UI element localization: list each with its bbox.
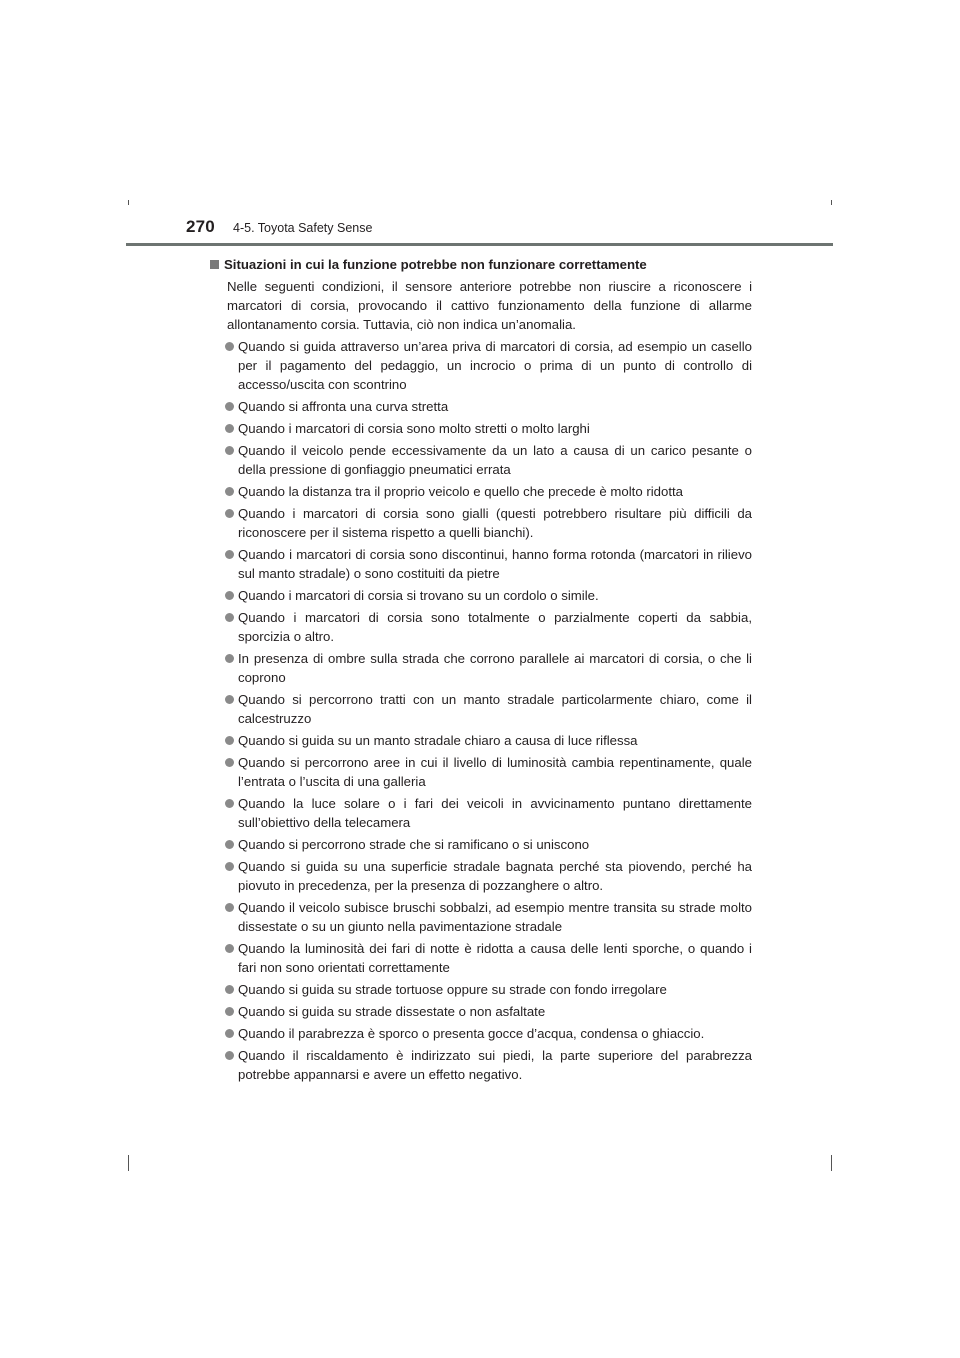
list-item-text: Quando si affronta una curva stretta [238,399,449,414]
section-intro: Nelle seguenti condizioni, il sensore anteriore potrebbe non riuscire a riconoscere i marcatori di corsia, provocando il cattivo funzionamento della funzione di allarme allontanamento corsia. Tuttavia, ciò non indica un’anomalia. [227,279,752,332]
list-item-text: Quando si guida su una superficie stradale bagnata perché sta piovendo, perché ha piovuto in precedenza, per la presenza di pozzanghere o altro. [238,859,752,893]
list-item-text: Quando si percorrono strade che si ramificano o si uniscono [238,837,590,852]
section-heading-text: Situazioni in cui la funzione potrebbe non funzionare correttamente [224,257,647,272]
list-item [210,690,752,728]
list-item [210,504,752,542]
circle-bullet-icon [225,654,234,663]
list-item-text: Quando si guida su un manto stradale chiaro a causa di luce riflessa [238,733,638,748]
list-item-text: Quando i marcatori di corsia sono gialli (questi potrebbero risultare più difficili da riconoscere per il sistema rispetto a quelli bianchi). [238,506,752,540]
crop-mark-bottom-left [128,1155,129,1171]
list-item-text: Quando i marcatori di corsia sono discontinui, hanno forma rotonda (marcatori in rilievo sul manto stradale) o sono costituiti da pietre [238,547,752,581]
circle-bullet-icon [225,695,234,704]
square-bullet-icon [210,260,219,269]
list-item [210,545,752,583]
crop-mark-top-right [831,200,832,205]
circle-bullet-icon [225,1007,234,1016]
list-item-text: Quando si guida su strade tortuose oppure su strade con fondo irregolare [238,982,667,997]
list-item-text: Quando i marcatori di corsia sono totalmente o parzialmente coperti da sabbia, sporcizia o altro. [238,610,752,644]
circle-bullet-icon [225,613,234,622]
list-item [210,397,752,416]
list-item [210,731,752,750]
list-item-text: Quando i marcatori di corsia si trovano su un cordolo o simile. [238,588,599,603]
list-item [210,857,752,895]
list-item [210,835,752,854]
crop-mark-bottom-right [831,1155,832,1171]
crop-mark-top-left [128,200,129,205]
list-item [210,608,752,646]
list-item [210,898,752,936]
circle-bullet-icon [225,424,234,433]
list-item [210,482,752,501]
circle-bullet-icon [225,487,234,496]
circle-bullet-icon [225,402,234,411]
circle-bullet-icon [225,862,234,871]
circle-bullet-icon [225,903,234,912]
header-divider [126,243,833,246]
circle-bullet-icon [225,758,234,767]
list-item [210,794,752,832]
section-heading [210,255,752,274]
list-item [210,419,752,438]
list-item [210,980,752,999]
list-item-text: Quando il veicolo subisce bruschi sobbalzi, ad esempio mentre transita su strade molto dissestate o su un giunto nella pavimentazione stradale [238,900,752,934]
list-item-text: Quando la luce solare o i fari dei veicoli in avvicinamento puntano direttamente sull’obiettivo della telecamera [238,796,752,830]
list-item-text: Quando il veicolo pende eccessivamente da un lato a causa di un carico pesante o della pressione di gonfiaggio pneumatici errata [238,443,752,477]
list-item [210,753,752,791]
list-item [210,337,752,394]
main-content [210,255,752,1087]
list-item [210,441,752,479]
list-item-text: Quando la luminosità dei fari di notte è ridotta a causa delle lenti sporche, o quando i fari non sono orientati correttamente [238,941,752,975]
circle-bullet-icon [225,550,234,559]
list-item [210,1046,752,1084]
condition-list [210,337,752,1084]
list-item-text: Quando si guida attraverso un’area priva di marcatori di corsia, ad esempio un casello per il pagamento del pedaggio, un incrocio o prima di un punto di controllo di accesso/uscita con scontrino [238,339,752,392]
list-item [210,1024,752,1043]
circle-bullet-icon [225,509,234,518]
circle-bullet-icon [225,446,234,455]
circle-bullet-icon [225,342,234,351]
list-item [210,1002,752,1021]
list-item-text: Quando i marcatori di corsia sono molto stretti o molto larghi [238,421,590,436]
list-item-text: Quando si percorrono aree in cui il livello di luminosità cambia repentinamente, quale l’entrata o l’uscita di una galleria [238,755,752,789]
list-item [210,939,752,977]
circle-bullet-icon [225,591,234,600]
list-item-text: In presenza di ombre sulla strada che corrono parallele ai marcatori di corsia, o che li coprono [238,651,752,685]
header-section-title: 4-5. Toyota Safety Sense [233,221,373,235]
circle-bullet-icon [225,944,234,953]
list-item [210,649,752,687]
list-item-text: Quando il parabrezza è sporco o presenta gocce d’acqua, condensa o ghiaccio. [238,1026,705,1041]
circle-bullet-icon [225,840,234,849]
page-number: 270 [186,217,215,236]
list-item-text: Quando la distanza tra il proprio veicolo e quello che precede è molto ridotta [238,484,683,499]
list-item [210,586,752,605]
list-item-text: Quando il riscaldamento è indirizzato sui piedi, la parte superiore del parabrezza potrebbe appannarsi e avere un effetto negativo. [238,1048,752,1082]
list-item-text: Quando si percorrono tratti con un manto stradale particolarmente chiaro, come il calcestruzzo [238,692,752,726]
circle-bullet-icon [225,799,234,808]
list-item-text: Quando si guida su strade dissestate o non asfaltate [238,1004,546,1019]
circle-bullet-icon [225,736,234,745]
circle-bullet-icon [225,1051,234,1060]
circle-bullet-icon [225,985,234,994]
circle-bullet-icon [225,1029,234,1038]
